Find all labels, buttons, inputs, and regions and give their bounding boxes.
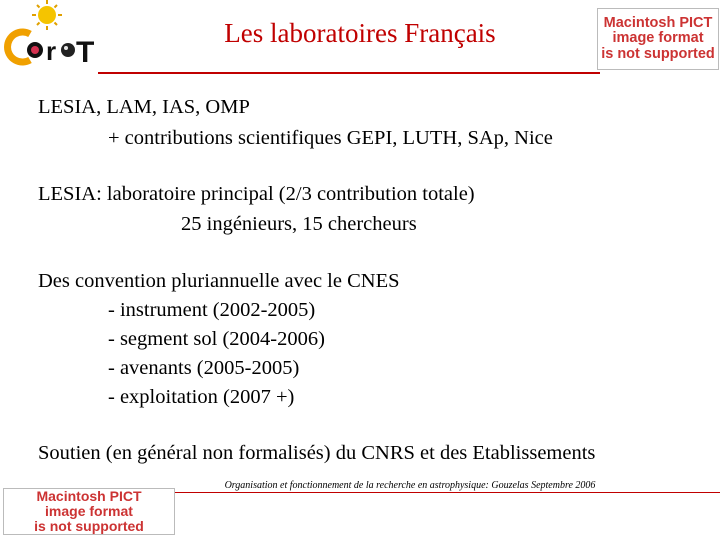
text-line: Soutien (en général non formalisés) du CNRS et des Etablissements	[38, 442, 596, 464]
footer-rule	[175, 492, 720, 493]
pict-line: image format	[45, 503, 133, 520]
pict-line: image format	[612, 30, 704, 47]
pict-line: Macintosh PICT	[36, 488, 142, 505]
svg-text:r: r	[46, 36, 57, 66]
pict-line: Macintosh PICT	[603, 15, 713, 32]
text-line: 25 ingénieurs, 15 chercheurs	[181, 213, 417, 235]
corot-logo-icon	[0, 0, 100, 74]
text-line: LESIA: laboratoire principal (2/3 contribution totale)	[38, 183, 475, 205]
list-item: - avenants (2005-2005)	[108, 357, 300, 379]
pict-line: is not supported	[34, 517, 144, 534]
text-line: + contributions scientifiques GEPI, LUTH, SAp, Nice	[108, 127, 553, 149]
title-underline	[98, 72, 600, 74]
list-item: - instrument (2002-2005)	[108, 299, 316, 321]
list-item: - segment sol (2004-2006)	[108, 328, 325, 350]
pict-line: is not supported	[601, 45, 715, 62]
footer-text: Organisation et fonctionnement de la recherche en astrophysique: Gouzelas Septembre 2006	[224, 480, 596, 491]
pict-placeholder-top	[597, 8, 719, 70]
pict-placeholder-bottom	[3, 488, 175, 535]
text-line: LESIA, LAM, IAS, OMP	[38, 96, 250, 118]
svg-text:T: T	[76, 36, 95, 69]
text-line: Des convention pluriannuelle avec le CNES	[38, 270, 400, 292]
list-item: - exploitation (2007 +)	[108, 386, 295, 408]
slide-title: Les laboratoires Français	[224, 18, 496, 48]
